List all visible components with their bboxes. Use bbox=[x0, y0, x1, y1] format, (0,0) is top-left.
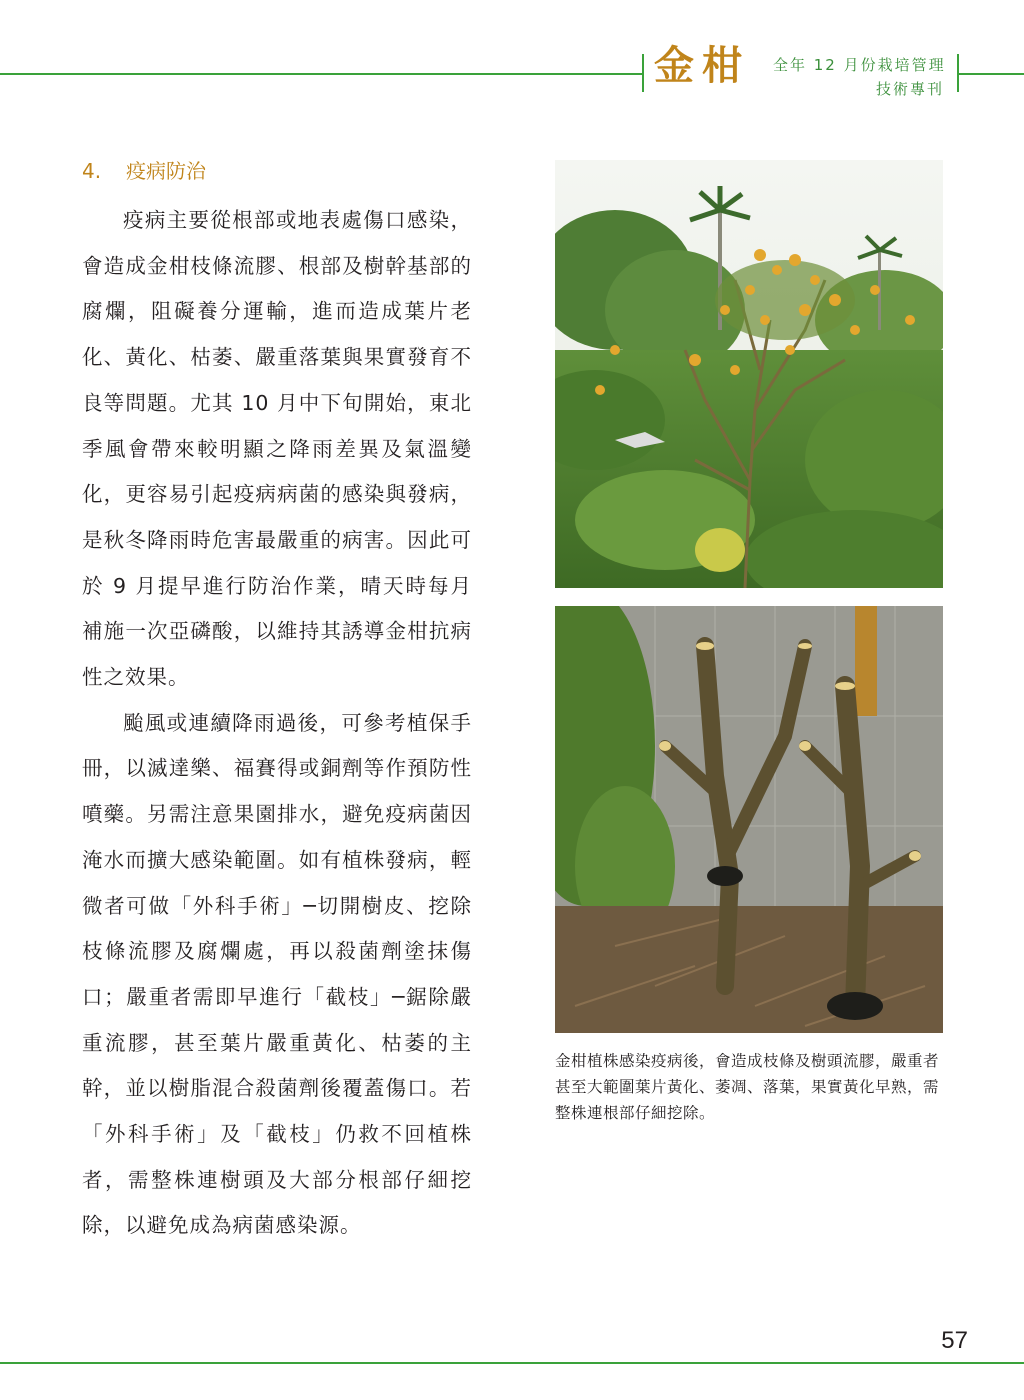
publication-subtitle-line1: 全年 12 月份栽培管理 bbox=[773, 56, 946, 74]
paragraph-2: 颱風或連續降雨過後，可參考植保手冊，以滅達樂、福賽得或銅劑等作預防性噴藥。另需注意果園排水，避免疫病菌因淹水而擴大感染範圍。如有植株發病，輕微者可做「外科手術」─切開樹皮、挖除枝條流膠及腐爛處，再以殺菌劑塗抹傷口；嚴重者需即早進行「截枝」─鋸除嚴重流膠，甚至葉片嚴重黃化、枯萎的主幹，並以樹脂混合殺菌劑後覆蓋傷口。若「外科手術」及「截枝」仍救不回植株者，需整株連樹頭及大部分根部仔細挖除，以避免成為病菌感染源。 bbox=[82, 710, 472, 1238]
photo-diseased-tree bbox=[555, 160, 943, 588]
page-number: 57 bbox=[941, 1327, 968, 1354]
header-rule-right bbox=[959, 73, 1024, 75]
section-heading bbox=[82, 161, 206, 181]
photo-caption: 金柑植株感染疫病後，會造成枝條及樹頭流膠，嚴重者甚至大範圍葉片黃化、萎凋、落葉，果實黃化早熟，需整株連根部仔細挖除。 bbox=[555, 1052, 940, 1122]
article-body bbox=[82, 198, 472, 1249]
paragraph-1: 疫病主要從根部或地表處傷口感染，會造成金柑枝條流膠、根部及樹幹基部的腐爛，阻礙養分運輸，進而造成葉片老化、黃化、枯萎、嚴重落葉與果實發育不良等問題。尤其 10 月中下旬開始，東北季風會帶來較明顯之降雨差異及氣溫變化，更容易引起疫病病菌的感染與發病，是秋冬降雨時危害最嚴重的病害。因此可於 9 月提早進行防治作業，晴天時每月補施一次亞磷酸，以維持其誘導金柑抗病性之效果。 bbox=[82, 208, 472, 690]
publication-title: 金柑 bbox=[654, 42, 750, 89]
header-bracket-left bbox=[642, 54, 644, 92]
publication-subtitle-line2: 技術專刊 bbox=[875, 80, 944, 98]
section-title: 疫病防治 bbox=[126, 159, 206, 183]
header-rule-left bbox=[0, 73, 642, 75]
section-number: 4. bbox=[82, 159, 102, 183]
footer-rule bbox=[0, 1362, 1024, 1364]
photo-cut-trunks bbox=[555, 606, 943, 1033]
